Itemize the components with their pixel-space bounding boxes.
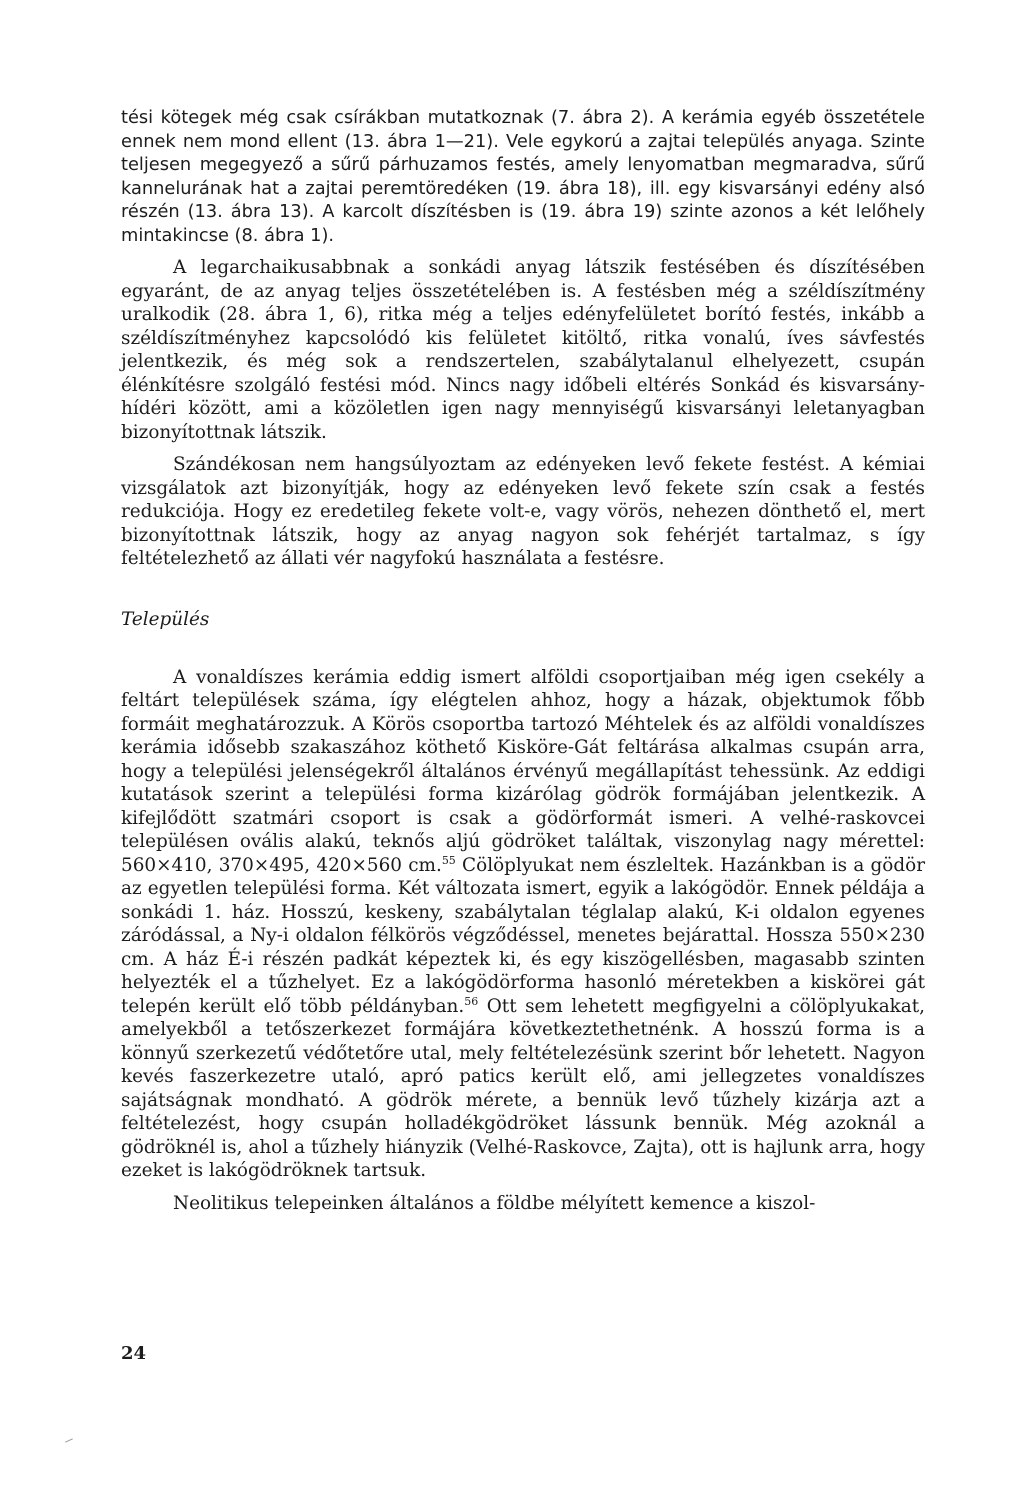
footnote-ref-55: 55 xyxy=(441,853,456,867)
section-heading: Település xyxy=(121,608,210,630)
settlement-text-part-1: A vonaldíszes kerámia eddig ismert alföldi csoportjaiban még igen csekély a feltárt települések száma, így elégtelen ahhoz, hogy a házak, objektumok főbb formáit meghatározzuk. A Körös csoportba tartozó Méhtelek és az alföldi vonaldíszes kerámia idősebb szakaszához köthető Kisköre-Gát feltárása alkalmas csupán arra, hogy a települési jelenségekről általános érvényű megállapítást tehessünk. Az eddigi kutatások szerint a települési forma kizárólag gödrök formájában jelentkezik. A kifejlődött szatmári csoport is csak a gödörformát ismeri. A velhé-raskovcei településen ovális alakú, teknős aljú gödröket találtak, viszonylag nagy mérettel: 560×410, 370×495, 420×560 cm. xyxy=(121,666,925,876)
footnote-ref-56: 56 xyxy=(464,994,479,1008)
paragraph-3: Szándékosan nem hangsúlyoztam az edényeken levő fekete festést. A kémiai vizsgálatok azt bizonyítják, hogy az edényeken levő fekete szín csak a festés redukciója. Hogy ez eredetileg fekete volt-e, vagy vörös, nehezen dönthető el, mert bizonyítottnak látszik, hogy az anyag nagyon sok fehérjét tartalmaz, s így feltételezhető az állati vér nagyfokú használata a festésre. xyxy=(121,454,925,569)
paragraph-settlement xyxy=(121,666,925,1183)
page-number: 24 xyxy=(121,1343,147,1364)
settlement-text-part-3: Ott sem lehetett megfigyelni a cölöplyukakat, amelyekből a tetőszerkezet formájára következtethetnénk. A hosszú forma is a könnyű szerkezetű védőtetőre utal, mely feltételezésünk szerint bőr lehetett. Nagyon kevés faszerkezetre utaló, apró patics került elő, ami jellegzetes vonaldíszes sajátságnak mondható. A gödrök mérete, a bennük levő tűzhely kizárja azt a feltételezést, hogy csupán holladékgödröket lássunk bennük. Még azoknál a gödröknél is, ahol a tűzhely hiányzik (Velhé-Raskovce, Zajta), ott is hajlunk arra, hogy ezeket is lakógödröknek tartsuk. xyxy=(121,995,926,1181)
paragraph-1: tési kötegek még csak csírákban mutatkoznak (7. ábra 2). A kerámia egyéb összetétele ennek nem mond ellent (13. ábra 1—21). Vele egykorú a zajtai település anyaga. Szinte teljesen megegyező a sűrű párhuzamos festés, amely lenyomatban megmaradva, sűrű kannelurának hat a zajtai peremtöredéken (19. ábra 18), ill. egy kisvarsányi edény alsó részén (13. ábra 13). A karcolt díszítésben is (19. ábra 19) szinte azonos a két lelőhely mintakincse (8. ábra 1). xyxy=(121,107,925,246)
page-body xyxy=(121,106,925,1215)
paragraph-last: Neolitikus telepeinken általános a földbe mélyített kemence a kiszol- xyxy=(173,1192,816,1214)
settlement-text-part-2: Cölöplyukat nem észleltek. Hazánkban is a gödör az egyetlen települési forma. Két változata ismert, egyik a lakógödör. Ennek példája a sonkádi 1. ház. Hosszú, keskeny, szabálytalan téglalap alakú, K-i oldalon egyenes záródással, a Ny-i oldalon félkörös végződéssel, menetes bejárattal. Hossza 550×230 cm. A ház É-i részén padkát képeztek ki, és egy kiszögellésben, magasabb szinten helyezték el a tűzhelyet. Ez a lakógödörforma hasonló méretekben a kiskörei gát telepén került elő több példányban. xyxy=(121,854,925,1017)
scan-mark xyxy=(65,1438,73,1442)
paragraph-2: A legarchaikusabbnak a sonkádi anyag látszik festésében és díszítésében egyaránt, de az anyag teljes összetételében is. A festésben még a széldíszítmény uralkodik (28. ábra 1, 6), ritka még a teljes edényfelületet borító festés, inkább a széldíszítményhez kapcsolódó kis felületet kitöltő, ritka vonalú, íves sávfestés jelentkezik, és még sok a rendszertelen, szabálytalanul elhelyezett, csupán élénkítésre szolgáló festési mód. Nincs nagy időbeli eltérés Sonkád és kisvarsány-hídéri között, ami a közöletlen igen nagy mennyiségű kisvarsányi leletanyagban bizonyítottnak látszik. xyxy=(121,257,925,443)
